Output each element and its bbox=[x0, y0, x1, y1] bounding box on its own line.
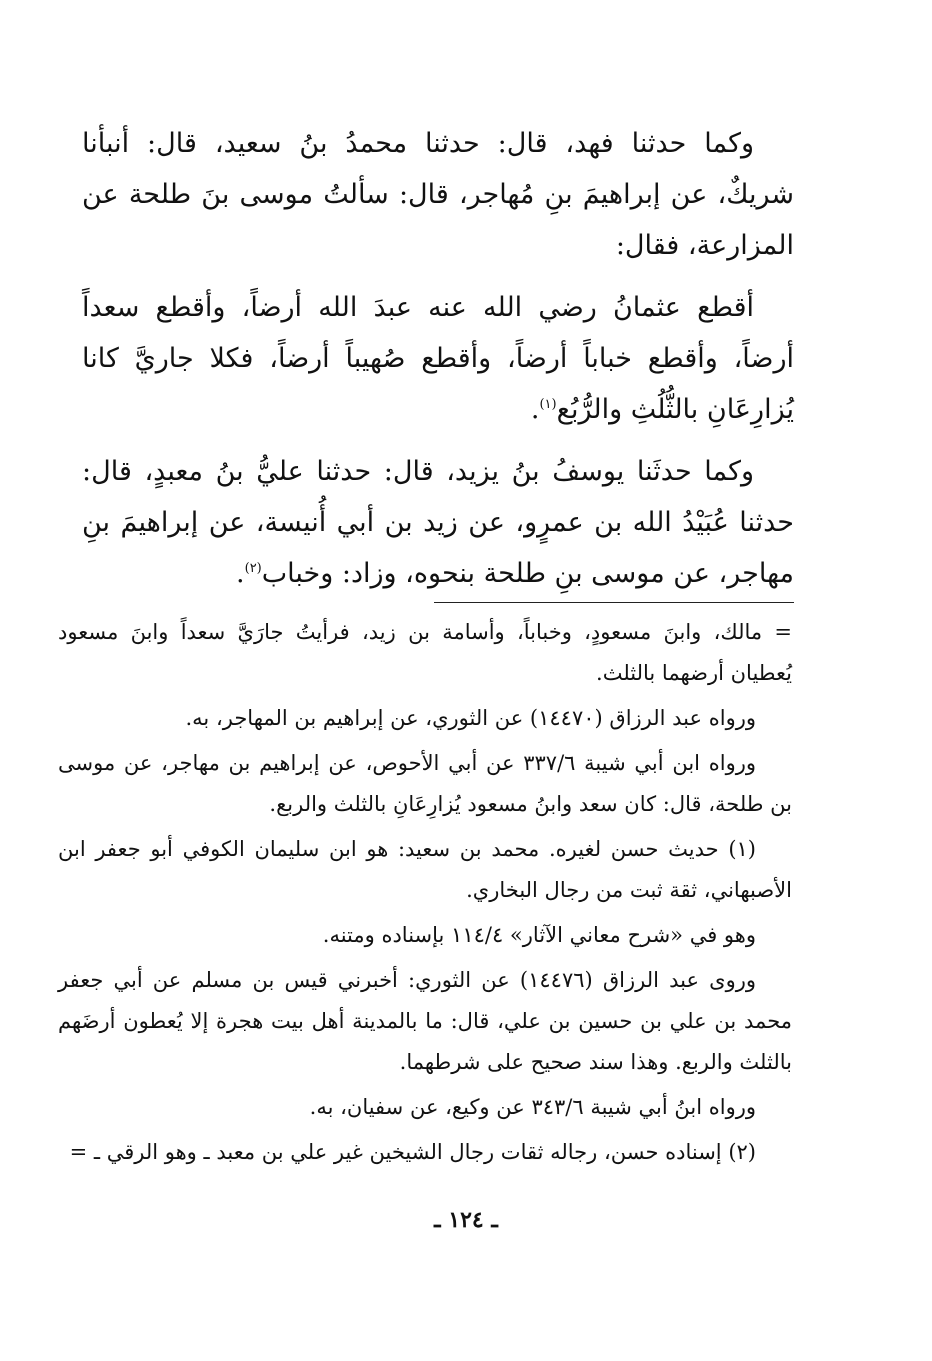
footnote-paragraph: (١) حديث حسن لغيره. محمد بن سعيد: هو ابن سليمان الكوفي أبو جعفر ابن الأصبهاني، ثقة ثبت من رجال البخاري. bbox=[58, 837, 792, 902]
footnote-separator bbox=[434, 602, 794, 603]
main-text-block bbox=[82, 118, 794, 610]
footnote-paragraph: وهو في «شرح معاني الآثار» ١١٤/٤ بإسناده ومتنه. bbox=[322, 923, 756, 947]
footnote-paragraph: ورواه ابن أبي شيبة ٣٣٧/٦ عن أبي الأحوص، عن إبراهيم بن مهاجر، عن موسى بن طلحة، قال: كان سعد وابنُ مسعود يُزارِعَانِ بالثلث والربع. bbox=[58, 751, 792, 816]
paragraph-text: وكما حدثنا فهد، قال: حدثنا محمدُ بنُ سعيد، قال: أنبأنا شريكٌ، عن إبراهيمَ بنِ مُهاجر، قال: سألتُ موسى بنَ طلحة عن المزارعة، فقال: bbox=[82, 128, 794, 261]
footnote-paragraph: وروى عبد الرزاق (١٤٤٧٦) عن الثوري: أخبرني قيس بن مسلم عن أبي جعفر محمد بن علي بن حسين بن علي، قال: ما بالمدينة أهل بيت هجرة إلا يُعطون أرضَهم بالثلث والربع. وهذا سند صحيح على شرطهما. bbox=[58, 968, 792, 1074]
footnote-marker: (٢) bbox=[244, 561, 262, 576]
page-number-text: ـ ١٢٤ ـ bbox=[434, 1207, 498, 1233]
footnote-paragraph: ورواه ابنُ أبي شيبة ٣٤٣/٦ عن وكيع، عن سفيان، به. bbox=[309, 1095, 756, 1119]
main-paragraph bbox=[82, 118, 794, 271]
main-paragraph: أقطع عثمانُ رضي الله عنه عبدَ الله أرضاً، وأقطع سعداً أرضاً، وأقطع خباباً أرضاً، وأقطع صُهيباً أرضاً، فكلا جاريَّ كانا يُزارِعَانِ بالثُّلُثِ والرُّبُع$^{(١)}$. bbox=[82, 292, 794, 425]
paragraph-text: وكما حدثَنا يوسفُ بنُ يزيد، قال: حدثنا عليُّ بنُ معبدٍ، قال: حدثنا عُبَيْدُ الله بن عمرٍو، عن زيد بن أبي أُنيسة، عن إبراهيمَ بنِ مهاجر، عن موسى بنِ طلحة بنحوه، وزاد: وخباب bbox=[82, 456, 794, 589]
footnotes-block bbox=[58, 612, 792, 1177]
footnote-paragraph: (٢) إسناده حسن، رجاله ثقات رجال الشيخين غير علي بن معبد ـ وهو الرقي ـ = bbox=[69, 1140, 756, 1164]
footnote-paragraph: = مالك، وابنَ مسعودٍ، وخباباً، وأسامة بن زيد، فرأيتُ جارَيَّ سعداً وابنَ مسعود يُعطيان أرضهما بالثلث. bbox=[58, 620, 792, 685]
paragraph-text: أقطع عثمانُ رضي الله عنه عبدَ الله أرضاً، وأقطع سعداً أرضاً، وأقطع خباباً أرضاً، وأقطع صُهيباً أرضاً، فكلا جاريَّ كانا يُزارِعَانِ بالثُّلُثِ والرُّبُع bbox=[82, 292, 794, 425]
page-number bbox=[0, 1207, 932, 1233]
main-paragraph: وكما حدثَنا يوسفُ بنُ يزيد، قال: حدثنا عليُّ بنُ معبدٍ، قال: حدثنا عُبَيْدُ الله بن عمرٍو، عن زيد بن أبي أُنيسة، عن إبراهيمَ بنِ مهاجر، عن موسى بنِ طلحة بنحوه، وزاد: وخباب$^{(٢)}$. bbox=[82, 456, 794, 589]
footnote-marker: (١) bbox=[539, 397, 557, 412]
footnote-paragraph: ورواه عبد الرزاق (١٤٤٧٠) عن الثوري، عن إبراهيم بن المهاجر، به. bbox=[185, 706, 756, 730]
